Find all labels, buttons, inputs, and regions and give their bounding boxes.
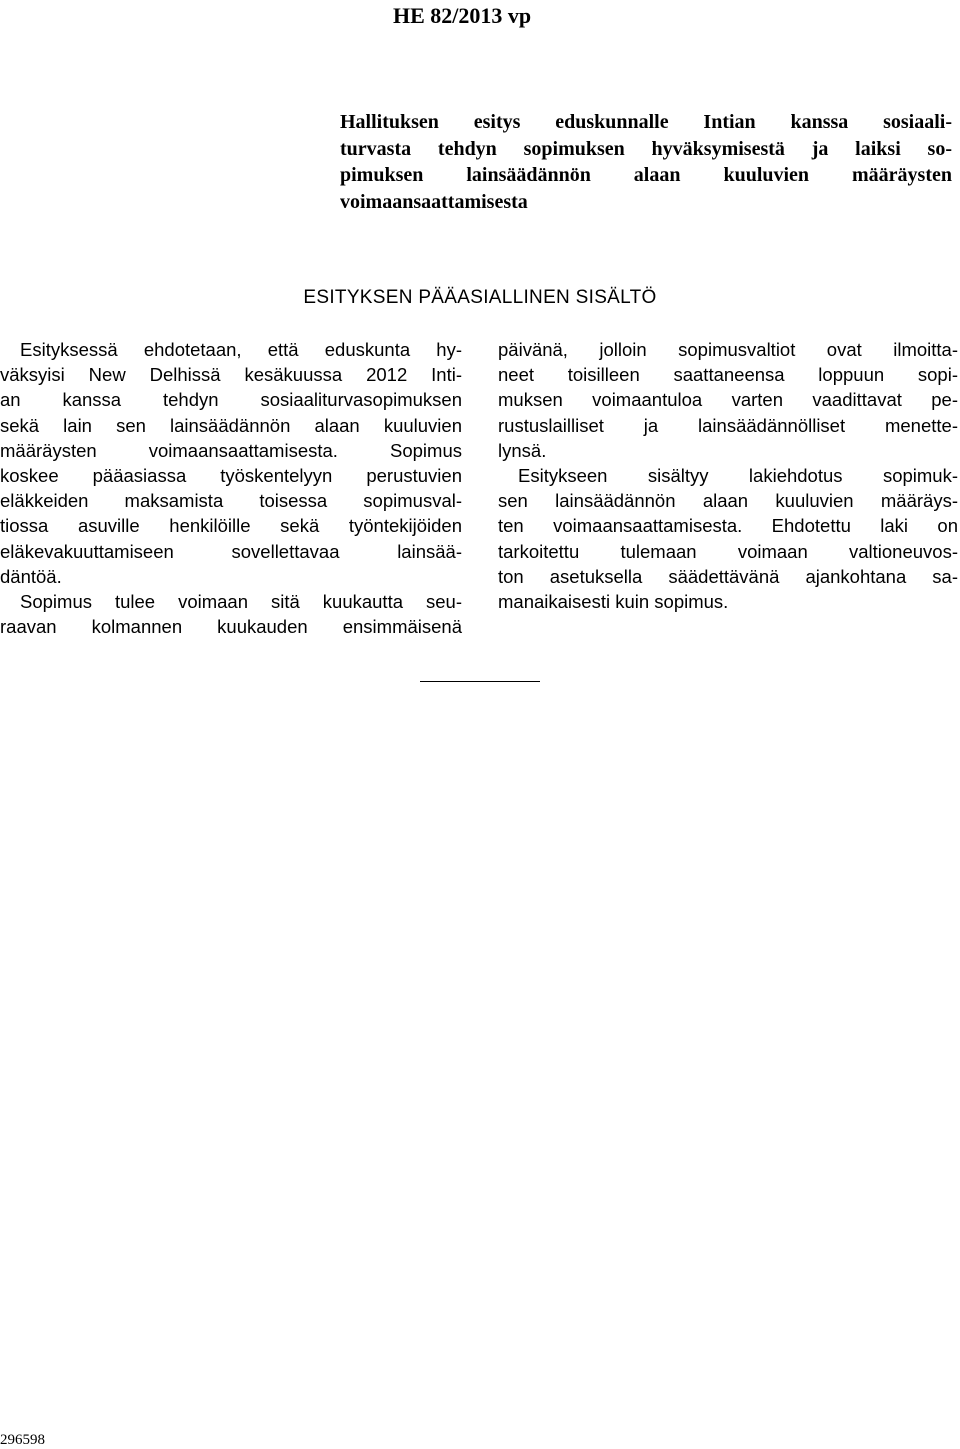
text-line: koskee pääasiassa työskentelyyn perustuvien: [0, 465, 462, 487]
document-title: [340, 109, 952, 215]
text-line: Sopimus tulee voimaan sitä kuukautta seu-: [20, 591, 462, 613]
text-line: Esityksessä ehdotetaan, että eduskunta hy-: [20, 339, 462, 360]
title-line: Hallituksen esitys eduskunnalle Intian kanssa sosiaali-: [340, 111, 952, 133]
text-line: tiossa asuville henkilöille sekä työntekijöiden: [0, 515, 462, 537]
text-line: sen lainsäädännön alaan kuuluvien määräys-: [498, 490, 958, 512]
text-line: päivänä, jolloin sopimusvaltiot ovat ilmoitta-: [498, 339, 958, 360]
text-line: an kanssa tehdyn sosiaaliturvasopimuksen: [0, 389, 462, 411]
page-number: 296598: [0, 1432, 45, 1448]
left-column: [0, 337, 462, 639]
text-line: raavan kolmannen kuukauden ensimmäisenä: [0, 616, 462, 638]
right-column: [498, 337, 958, 614]
text-line: muksen voimaantuloa varten vaadittavat pe-: [498, 389, 958, 411]
text-line: ten voimaansaattamisesta. Ehdotettu laki on: [498, 515, 958, 537]
section-divider: [420, 681, 540, 682]
document-id: HE 82/2013 vp: [393, 3, 532, 28]
title-line: pimuksen lainsäädännön alaan kuuluvien määräysten: [340, 164, 952, 186]
text-line: ton asetuksella säädettävänä ajankohtana sa-: [498, 565, 958, 587]
text-line: sekä lain sen lainsäädännön alaan kuuluvien: [0, 414, 462, 436]
section-heading: ESITYKSEN PÄÄASIALLINEN SISÄLTÖ: [303, 287, 657, 308]
text-line: tarkoitettu tulemaan voimaan valtioneuvos-: [498, 540, 958, 562]
text-line: manaikaisesti kuin sopimus.: [498, 591, 729, 613]
title-line: voimaansaattamisesta: [340, 190, 528, 213]
title-line: turvasta tehdyn sopimuksen hyväksymisestä ja laiksi so-: [340, 137, 952, 160]
text-line: eläkkeiden maksamista toisessa sopimusval-: [0, 490, 462, 512]
text-line: rustuslailliset ja lainsäädännölliset menette-: [498, 414, 958, 436]
text-line: väksyisi New Delhissä kesäkuussa 2012 Inti-: [0, 364, 462, 386]
text-line: neet toisilleen saattaneensa loppuun sopi-: [498, 364, 958, 386]
text-line: Esitykseen sisältyy lakiehdotus sopimuk-: [518, 465, 958, 487]
text-line: eläkevakuuttamiseen sovellettavaa lainsää-: [0, 540, 462, 562]
text-line: määräysten voimaansaattamisesta. Sopimus: [0, 439, 462, 461]
text-line: lynsä.: [498, 439, 547, 461]
text-line: däntöä.: [0, 565, 62, 587]
